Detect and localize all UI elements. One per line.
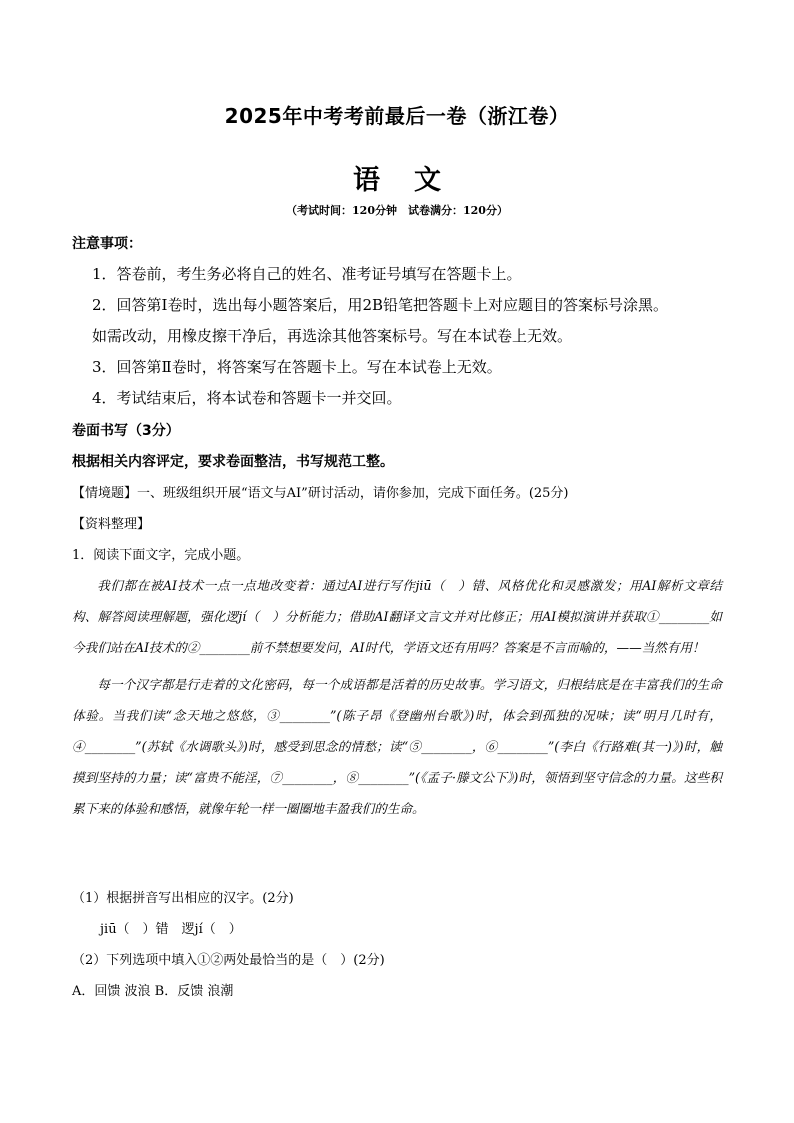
writing-requirement: 根据相关内容评定，要求卷面整洁，书写规范工整。 (72, 454, 394, 470)
exam-info: （考试时间：120分钟 试卷满分：120分） (286, 204, 508, 217)
question-1-prompt: 1．阅读下面文字，完成小题。 (72, 548, 250, 563)
section-intro: 【情境题】一、班级组织开展“语文与AI”研讨活动，请你参加，完成下面任务。(25分) (72, 486, 569, 501)
passage-paragraph-1: 我们都在被AI技术一点一点地改变着：通过AI进行写作jiū（ ）错、风格优化和灵感激发；用AI解析文章结构、解答阅读理解题，强化逻jí（ ）分析能力；借助AI翻译文言文并对比修正；用AI模拟演讲并获取①________如今我们站在AI技术的②________前不禁想要发问，AI时代，学语文还有用吗？答案是不言而喻的，——当然有用！ (72, 578, 722, 655)
exam-title: 2025年中考考前最后一卷（浙江卷） (224, 104, 570, 128)
writing-heading: 卷面书写（3分） (72, 423, 180, 439)
notes-heading: 注意事项： (72, 236, 142, 252)
note-item: 4．考试结束后，将本试卷和答题卡一并交回。 (92, 389, 402, 407)
section-subheading: 【资料整理】 (72, 517, 151, 532)
question-1-2-options: A．回馈 波浪 B．反馈 浪潮 (72, 984, 234, 999)
note-item: 如需改动，用橡皮擦干净后，再选涂其他答案标号。写在本试卷上无效。 (92, 327, 573, 345)
subject-title (0, 158, 794, 197)
note-item: 3．回答第Ⅱ卷时，将答案写在答题卡上。写在本试卷上无效。 (92, 358, 502, 376)
question-1-1: （1）根据拼音写出相应的汉字。(2分) (72, 891, 294, 906)
subject-char-2: 文 (414, 165, 441, 196)
reading-passage (72, 570, 722, 824)
passage-paragraph-2: 每一个汉字都是行走着的文化密码，每一个成语都是活着的历史故事。学习语文，归根结底是在丰富我们的生命体验。当我们读“念天地之悠悠，③________”(陈子昂《登幽州台歌》)时，体会到孤独的况味；读“明月几时有，④________”(苏轼《水调歌头》)时，感受到思念的情愁；读“⑤________，⑥________”(李白《行路难(其一)》)时，触摸到坚持的力量；读“富贵不能淫，⑦________，⑧________”(《孟子·滕文公下》)时，领悟到坚守信念的力量。这些积累下来的体验和感悟，就像年轮一样一圈圈地丰盈我们的生命。 (72, 677, 722, 816)
note-item: 1．答卷前，考生务必将自己的姓名、准考证号填写在答题卡上。 (92, 265, 522, 283)
question-1-2: （2）下列选项中填入①②两处最恰当的是（ ）(2分) (72, 953, 385, 968)
question-1-1-blanks: jiū（ ）错 逻jí（ ） (100, 922, 242, 937)
subject-char-1: 语 (353, 165, 380, 196)
note-item: 2．回答第Ⅰ卷时，选出每小题答案后，用2B铅笔把答题卡上对应题目的答案标号涂黑。 (92, 296, 669, 314)
